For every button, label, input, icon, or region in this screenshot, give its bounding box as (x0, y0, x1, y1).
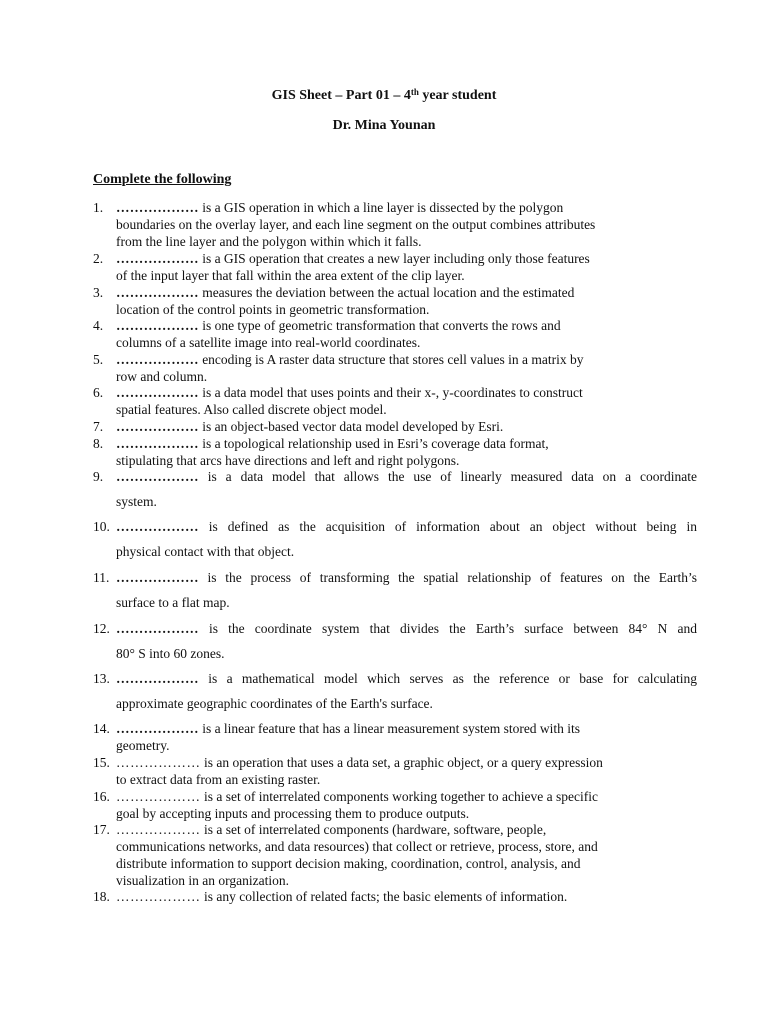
question-number: 5. (93, 352, 104, 367)
question-number: 1. (93, 200, 104, 215)
question-number: 18. (93, 889, 110, 904)
question-item-7 (93, 418, 697, 435)
title-superscript: th (410, 87, 419, 97)
document-title (0, 87, 768, 105)
blank-dots: ……………… (116, 469, 199, 484)
question-text: encoding is A raster data structure that stores cell values in a matrix by (198, 352, 584, 367)
question-number: 9. (93, 469, 104, 484)
question-text: is a set of interrelated components working together to achieve a specific (200, 789, 598, 804)
blank-dots: ……………… (116, 200, 199, 215)
question-text: is a data model that allows the use of linearly measured data on a coordinate (198, 469, 697, 484)
question-text: from the line layer and the polygon within which it falls. (116, 234, 422, 249)
section-heading: Complete the following (93, 172, 232, 187)
question-text: to extract data from an existing raster. (116, 772, 321, 787)
question-item-15 (93, 754, 697, 788)
question-text: geometry. (116, 738, 170, 753)
blank-dots: ……………… (116, 251, 199, 266)
question-item-3 (93, 284, 697, 318)
question-number: 3. (93, 285, 104, 300)
question-text: boundaries on the overlay layer, and each line segment on the output combines attributes (116, 217, 596, 232)
blank-dots: ……………… (116, 519, 199, 534)
question-item-12 (93, 616, 697, 666)
question-text: columns of a satellite image into real-world coordinates. (116, 335, 421, 350)
question-item-6 (93, 384, 697, 418)
question-number: 10. (93, 519, 110, 534)
question-item-17 (93, 821, 697, 889)
question-item-5 (93, 351, 697, 385)
blank-dots: ……………… (116, 721, 199, 736)
question-text: goal by accepting inputs and processing them to produce outputs. (116, 806, 470, 821)
blank-dots: ……………… (116, 755, 201, 770)
question-text: location of the control points in geometric transformation. (116, 302, 430, 317)
question-text: is a set of interrelated components (hardware, software, people, (200, 822, 547, 837)
question-text: distribute information to support decision making, coordination, control, analysis, and (116, 856, 581, 871)
title-main: GIS Sheet – Part 01 – 4 (271, 88, 411, 103)
question-text: is the coordinate system that divides the Earth’s surface between 84° N and (198, 621, 697, 636)
question-text: is one type of geometric transformation that converts the rows and (198, 318, 561, 333)
question-item-2 (93, 250, 697, 284)
question-item-14 (93, 720, 697, 754)
question-text: is a data model that uses points and their x-, y-coordinates to construct (198, 385, 583, 400)
question-text: of the input layer that fall within the area extent of the clip layer. (116, 268, 465, 283)
blank-dots: ……………… (116, 621, 199, 636)
question-item-16 (93, 788, 697, 822)
question-text: surface to a flat map. (116, 595, 230, 610)
question-item-11 (93, 565, 697, 615)
question-number: 17. (93, 822, 110, 837)
question-item-18 (93, 888, 697, 905)
blank-dots: ……………… (116, 385, 199, 400)
question-number: 8. (93, 436, 104, 451)
question-item-4 (93, 317, 697, 351)
question-number: 13. (93, 671, 110, 686)
blank-dots: ……………… (116, 352, 199, 367)
question-item-13 (93, 666, 697, 716)
blank-dots: ……………… (116, 436, 199, 451)
question-text: approximate geographic coordinates of the Earth's surface. (116, 696, 433, 711)
question-text: 80° S into 60 zones. (116, 646, 225, 661)
blank-dots: ……………… (116, 318, 199, 333)
question-text: spatial features. Also called discrete object model. (116, 402, 387, 417)
question-text: is any collection of related facts; the basic elements of information. (200, 889, 568, 904)
question-text: communications networks, and data resources) that collect or retrieve, process, store, and (116, 839, 598, 854)
question-number: 2. (93, 251, 104, 266)
question-text: row and column. (116, 369, 208, 384)
question-number: 14. (93, 721, 110, 736)
question-number: 4. (93, 318, 104, 333)
question-number: 12. (93, 621, 110, 636)
blank-dots: ……………… (116, 889, 201, 904)
blank-dots: ……………… (116, 570, 199, 585)
question-number: 15. (93, 755, 110, 770)
blank-dots: ……………… (116, 419, 199, 434)
question-text: is a topological relationship used in Esri’s coverage data format, (198, 436, 549, 451)
question-item-1 (93, 199, 697, 250)
question-text: visualization in an organization. (116, 873, 289, 888)
question-number: 16. (93, 789, 110, 804)
author-name: Dr. Mina Younan (332, 118, 436, 133)
question-text: is a linear feature that has a linear measurement system stored with its (198, 721, 581, 736)
blank-dots: ……………… (116, 671, 199, 686)
question-item-9 (93, 464, 697, 514)
title-end: year student (418, 88, 497, 103)
question-text: measures the deviation between the actual location and the estimated (198, 285, 575, 300)
question-number: 7. (93, 419, 104, 434)
question-text: is an object-based vector data model developed by Esri. (198, 419, 504, 434)
question-text: is a GIS operation that creates a new layer including only those features (198, 251, 590, 266)
question-text: is the process of transforming the spatial relationship of features on the Earth’s (198, 570, 697, 585)
question-text: physical contact with that object. (116, 544, 295, 559)
question-text: is a GIS operation in which a line layer is dissected by the polygon (198, 200, 564, 215)
question-text: is defined as the acquisition of information about an object without being in (198, 519, 697, 534)
question-text: is a mathematical model which serves as the reference or base for calculating (198, 671, 697, 686)
question-item-10 (93, 514, 697, 564)
blank-dots: ……………… (116, 789, 201, 804)
question-number: 6. (93, 385, 104, 400)
question-text: is an operation that uses a data set, a graphic object, or a query expression (200, 755, 603, 770)
question-text: system. (116, 494, 157, 509)
question-number: 11. (93, 570, 110, 585)
blank-dots: ……………… (116, 822, 201, 837)
blank-dots: ……………… (116, 285, 199, 300)
question-text: stipulating that arcs have directions and left and right polygons. (116, 453, 460, 468)
